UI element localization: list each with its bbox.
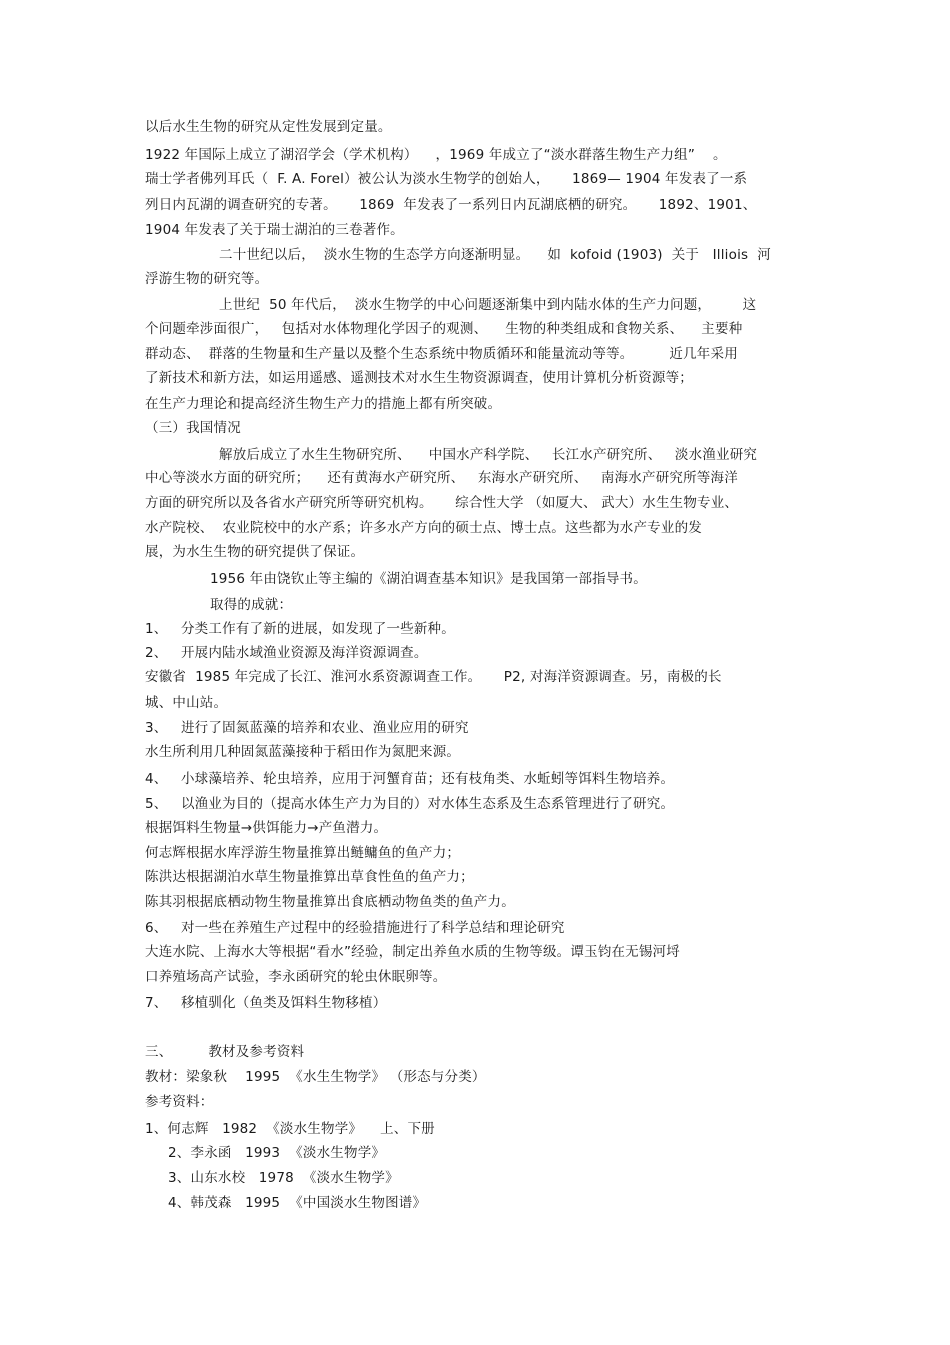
text-line: 1904 年发表了关于瑞士湖泊的三卷著作。 [145, 222, 404, 238]
text-line: 水产院校、 农业院校中的水产系；许多水产方向的硕士点、博士点。这些都为水产专业的发 [145, 520, 702, 536]
text-line: 浮游生物的研究等。 [145, 271, 269, 287]
text-line: 口养殖场高产试验，李永函研究的轮虫休眠卵等。 [145, 969, 447, 985]
text-line: 群动态、 群落的生物量和生产量以及整个生态系统中物质循环和能量流动等等。 近几年采用 [145, 346, 738, 362]
text-line: 陈其羽根据底栖动物生物量推算出食底栖动物鱼类的鱼产力。 [145, 894, 515, 910]
text-line: 1922 年国际上成立了湖沼学会（学术机构） ，1969 年成立了“淡水群落生物生产力组” 。 [145, 147, 727, 163]
reference-item: 4、韩茂森 1995 《中国淡水生物图谱》 [168, 1195, 427, 1211]
reference-item: 3、山东水校 1978 《淡水生物学》 [168, 1170, 399, 1186]
list-item: 7、 移植驯化（鱼类及饵料生物移植） [145, 995, 387, 1011]
text-line: 了新技术和新方法，如运用遥感、遥测技术对水生生物资源调查，使用计算机分析资源等； [145, 370, 693, 386]
text-line: 陈洪达根据湖泊水草生物量推算出草食性鱼的鱼产力； [145, 869, 474, 885]
section-heading: 三、 教材及参考资料 [145, 1044, 305, 1060]
list-item: 4、 小球藻培养、轮虫培养，应用于河蟹育苗；还有枝角类、水蚯蚓等饵料生物培养。 [145, 771, 675, 787]
text-line: 列日内瓦湖的调查研究的专著。 1869 年发表了一系列日内瓦湖底栖的研究。 1892、1901、 [145, 197, 757, 213]
text-line: 解放后成立了水生生物研究所、 中国水产科学院、 长江水产研究所、 淡水渔业研究 [219, 447, 758, 463]
list-item: 6、 对一些在养殖生产过程中的经验措施进行了科学总结和理论研究 [145, 920, 565, 936]
reference-item: 2、李永函 1993 《淡水生物学》 [168, 1145, 386, 1161]
list-item: 1、 分类工作有了新的进展，如发现了一些新种。 [145, 621, 455, 637]
text-line: 1956 年由饶钦止等主编的《湖泊调查基本知识》是我国第一部指导书。 [210, 571, 647, 587]
text-line: 展，为水生生物的研究提供了保证。 [145, 544, 365, 560]
text-line: 瑞士学者佛列耳氏（ F. A. Forel）被公认为淡水生物学的创始人， 1869— 1904 年发表了一系 [145, 171, 748, 187]
text-line: 中心等淡水方面的研究所； 还有黄海水产研究所、 东海水产研究所、 南海水产研究所等海洋 [145, 470, 738, 486]
text-line: 二十世纪以后， 淡水生物的生态学方向逐渐明显。 如 kofoid (1903) 关于 Illiois 河 [219, 247, 771, 263]
text-line: 个问题牵涉面很广， 包括对水体物理化学因子的观测、 生物的种类组成和食物关系、 主要种 [145, 321, 743, 337]
text-line: 以后水生生物的研究从定性发展到定量。 [145, 119, 392, 135]
list-item: 5、 以渔业为目的（提高水体生产力为目的）对水体生态系及生态系管理进行了研究。 [145, 796, 675, 812]
list-item: 3、 进行了固氮蓝藻的培养和农业、渔业应用的研究 [145, 720, 469, 736]
text-line: 城、中山站。 [145, 695, 228, 711]
section-heading: （三）我国情况 [145, 420, 241, 436]
text-line: 上世纪 50 年代后， 淡水生物学的中心问题逐渐集中到内陆水体的生产力问题， 这 [219, 297, 757, 313]
text-line: 安徽省 1985 年完成了长江、淮河水系资源调查工作。 P2, 对海洋资源调查。另，南极的长 [145, 669, 722, 685]
text-line: 在生产力理论和提高经济生物生产力的措施上都有所突破。 [145, 396, 502, 412]
text-line: 水生所利用几种固氮蓝藻接种于稻田作为氮肥来源。 [145, 744, 461, 760]
reference-item: 1、何志辉 1982 《淡水生物学》 上、下册 [145, 1121, 435, 1137]
text-line: 大连水院、上海水大等根据“看水”经验，制定出养鱼水质的生物等级。谭玉钧在无锡河埒 [145, 944, 680, 960]
text-line: 取得的成就： [210, 597, 293, 613]
text-line: 教材：梁象秋 1995 《水生生物学》 （形态与分类） [145, 1069, 486, 1085]
text-line: 参考资料： [145, 1094, 214, 1110]
text-line: 何志辉根据水库浮游生物量推算出鲢鳙鱼的鱼产力； [145, 845, 461, 861]
list-item: 2、 开展内陆水域渔业资源及海洋资源调查。 [145, 645, 428, 661]
text-line: 根据饵料生物量→供饵能力→产鱼潜力。 [145, 820, 388, 836]
text-line: 方面的研究所以及各省水产研究所等研究机构。 综合性大学 （如厦大、 武大）水生生物专业、 [145, 495, 739, 511]
